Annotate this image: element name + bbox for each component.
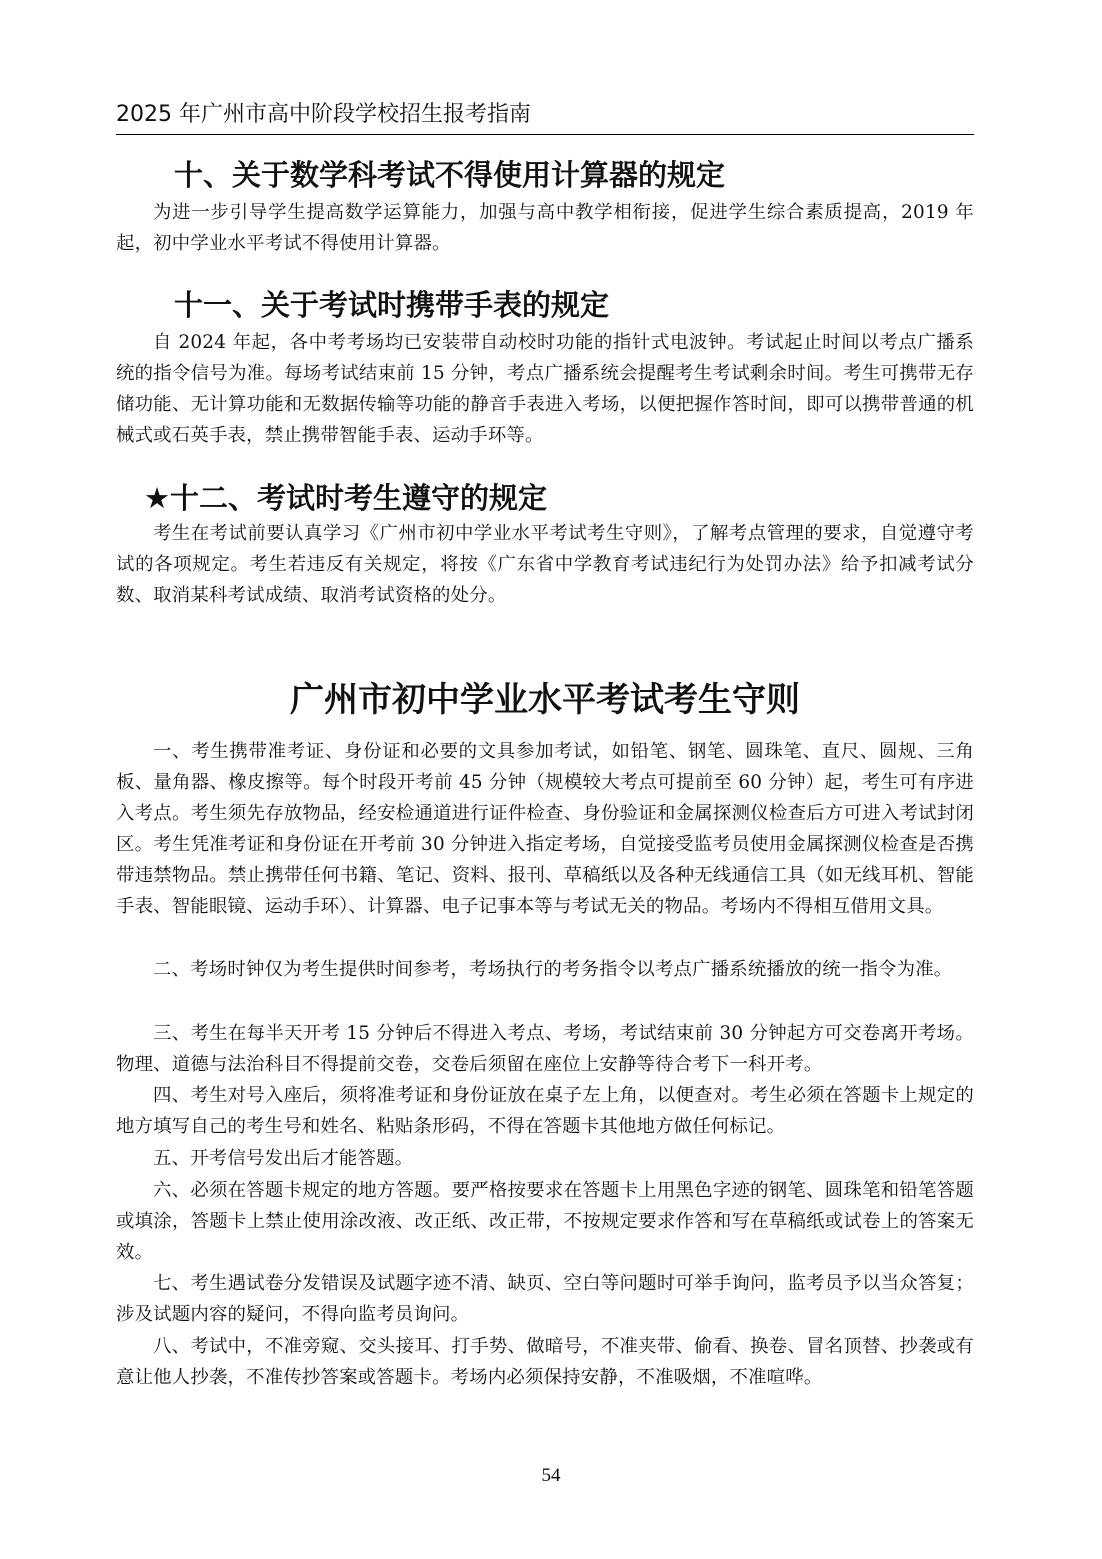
rule-item-5: 五、开考信号发出后才能答题。 xyxy=(153,1148,414,1169)
section-heading-12: ★十二、考试时考生遵守的规定 xyxy=(144,481,547,515)
rule-item-4: 四、考生对号入座后，须将准考证和身份证放在桌子左上角，以便查对。考生必须在答题卡上规定的地方填写自己的考生号和姓名、粘贴条形码，不得在答题卡其他地方做任何标记。 xyxy=(116,1085,974,1137)
rule-item-6: 六、必须在答题卡规定的地方答题。要严格按要求在答题卡上用黑色字迹的钢笔、圆珠笔和铅笔答题或填涂，答题卡上禁止使用涂改液、改正纸、改正带，不按规定要求作答和写在草稿纸或试卷上的答案无效。 xyxy=(116,1180,974,1263)
header-title: 2025 年广州市高中阶段学校招生报考指南 xyxy=(116,102,531,127)
section-body-12: 考生在考试前要认真学习《广州市初中学业水平考试考生守则》，了解考点管理的要求，自觉遵守考试的各项规定。考生若违反有关规定，将按《广东省中学教育考试违纪行为处罚办法》给予扣减考试分数、取消某科考试成绩、取消考试资格的处分。 xyxy=(116,523,974,606)
page-header xyxy=(116,98,974,135)
section-heading-11: 十一、关于考试时携带手表的规定 xyxy=(174,288,610,322)
rule-item-3: 三、考生在每半天开考 15 分钟后不得进入考点、考场，考试结束前 30 分钟起方可交卷离开考场。物理、道德与法治科目不得提前交卷，交卷后须留在座位上安静等待合考下一科开考。 xyxy=(116,1023,974,1075)
rule-item-7: 七、考生遇试卷分发错误及试题字迹不清、缺页、空白等问题时可举手询问，监考员予以当众答复；涉及试题内容的疑问，不得向监考员询问。 xyxy=(116,1273,974,1325)
rule-item-1: 一、考生携带准考证、身份证和必要的文具参加考试，如铅笔、钢笔、圆珠笔、直尺、圆规、三角板、量角器、橡皮擦等。每个时段开考前 45 分钟（规模较大考点可提前至 60 分钟）起，考生可有序进入考点。考生须先存放物品，经安检通道进行证件检查、身份验证和金属探测仪检查后方可进入考试封闭区。考生凭准考证和身份证在开考前 30 分钟进入指定考场，自觉接受监考员使用金属探测仪检查是否携带违禁物品。禁止携带任何书籍、笔记、资料、报刊、草稿纸以及各种无线通信工具（如无线耳机、智能手表、智能眼镜、运动手环）、计算器、电子记事本等与考试无关的物品。考场内不得相互借用文具。 xyxy=(116,741,974,917)
page-number: 54 xyxy=(541,1465,561,1486)
section-body-10: 为进一步引导学生提高数学运算能力，加强与高中教学相衔接，促进学生综合素质提高，2019 年起，初中学业水平考试不得使用计算器。 xyxy=(116,202,974,254)
rules-title: 广州市初中学业水平考试考生守则 xyxy=(290,680,800,720)
section-heading-10: 十、关于数学科考试不得使用计算器的规定 xyxy=(174,158,726,192)
section-body-11: 自 2024 年起，各中考考场均已安装带自动校时功能的指针式电波钟。考试起止时间以考点广播系统的指令信号为准。每场考试结束前 15 分钟，考点广播系统会提醒考生考试剩余时间。考生可携带无存储功能、无计算功能和无数据传输等功能的静音手表进入考场，以便把握作答时间，即可以携带普通的机械式或石英手表，禁止携带智能手表、运动手环等。 xyxy=(116,332,974,446)
rule-item-2: 二、考场时钟仅为考生提供时间参考，考场执行的考务指令以考点广播系统播放的统一指令为准。 xyxy=(153,959,953,980)
rule-item-8: 八、考试中，不准旁窥、交头接耳、打手势、做暗号，不准夹带、偷看、换卷、冒名顶替、抄袭或有意让他人抄袭，不准传抄答案或答题卡。考场内必须保持安静，不准吸烟，不准喧哗。 xyxy=(116,1336,974,1388)
